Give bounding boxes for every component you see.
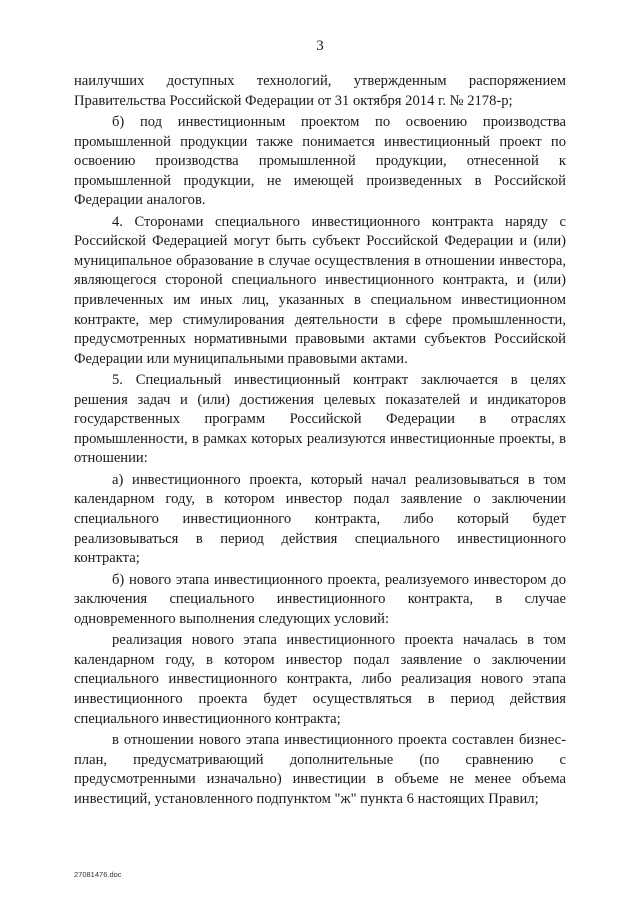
paragraph-clause-5: 5. Специальный инвестиционный контракт заключается в целях решения задач и (или) достижения целевых показателей и индикаторов государственных программ Российской Федерации в отраслях промышленности, в рамках которых реализуются инвестиционные проекты, в отношении: [74, 372, 566, 467]
paragraph-item-b-new-stage: б) нового этапа инвестиционного проекта, реализуемого инвестором до заключения специального инвестиционного контракта, в случае одновременного выполнения следующих условий: [74, 571, 566, 627]
paragraph-condition-2: в отношении нового этапа инвестиционного проекта составлен бизнес-план, предусматривающий дополнительные (по сравнению с предусмотренными изначально) инвестиции в объеме не менее объема инвестиций, установленного подпунктом "ж" пункта 6 настоящих Правил; [74, 732, 566, 807]
page-number: 3 [316, 38, 324, 54]
document-file-code: 27081476.doc [74, 870, 122, 879]
paragraph-condition-1: реализация нового этапа инвестиционного проекта началась в том календарном году, в котором инвестор подал заявление о заключении специального инвестиционного контракта, либо реализация нового этапа инвестиционного проекта будет осуществляться в период действия специального инвестиционного контракта; [74, 632, 566, 727]
paragraph-item-b: б) под инвестиционным проектом по освоению производства промышленной продукции также понимается инвестиционный проект по освоению производства промышленной продукции, отнесенной к промышленной продукции, не имеющей произведенных в Российской Федерации аналогов. [74, 114, 566, 209]
paragraph-continuation: наилучших доступных технологий, утвержденным распоряжением Правительства Российской Федерации от 31 октября 2014 г. № 2178-р; [74, 73, 566, 109]
document-body [74, 72, 566, 811]
paragraph-item-a: а) инвестиционного проекта, который начал реализовываться в том календарном году, в котором инвестор подал заявление о заключении специального инвестиционного контракта, либо который будет реализовываться в период действия специального инвестиционного контракта; [74, 471, 566, 567]
paragraph-clause-4: 4. Сторонами специального инвестиционного контракта наряду с Российской Федерацией могут быть субъект Российской Федерации и (или) муниципальное образование в случае осуществления в отношении инвестора, являющегося стороной специального инвестиционного контракта, и (или) привлеченных им иных лиц, указанных в специальном инвестиционном контракте, мер стимулирования деятельности в сфере промышленности, предусмотренных нормативными правовыми актами субъектов Российской Федерации или муниципальными правовыми актами. [74, 213, 566, 367]
